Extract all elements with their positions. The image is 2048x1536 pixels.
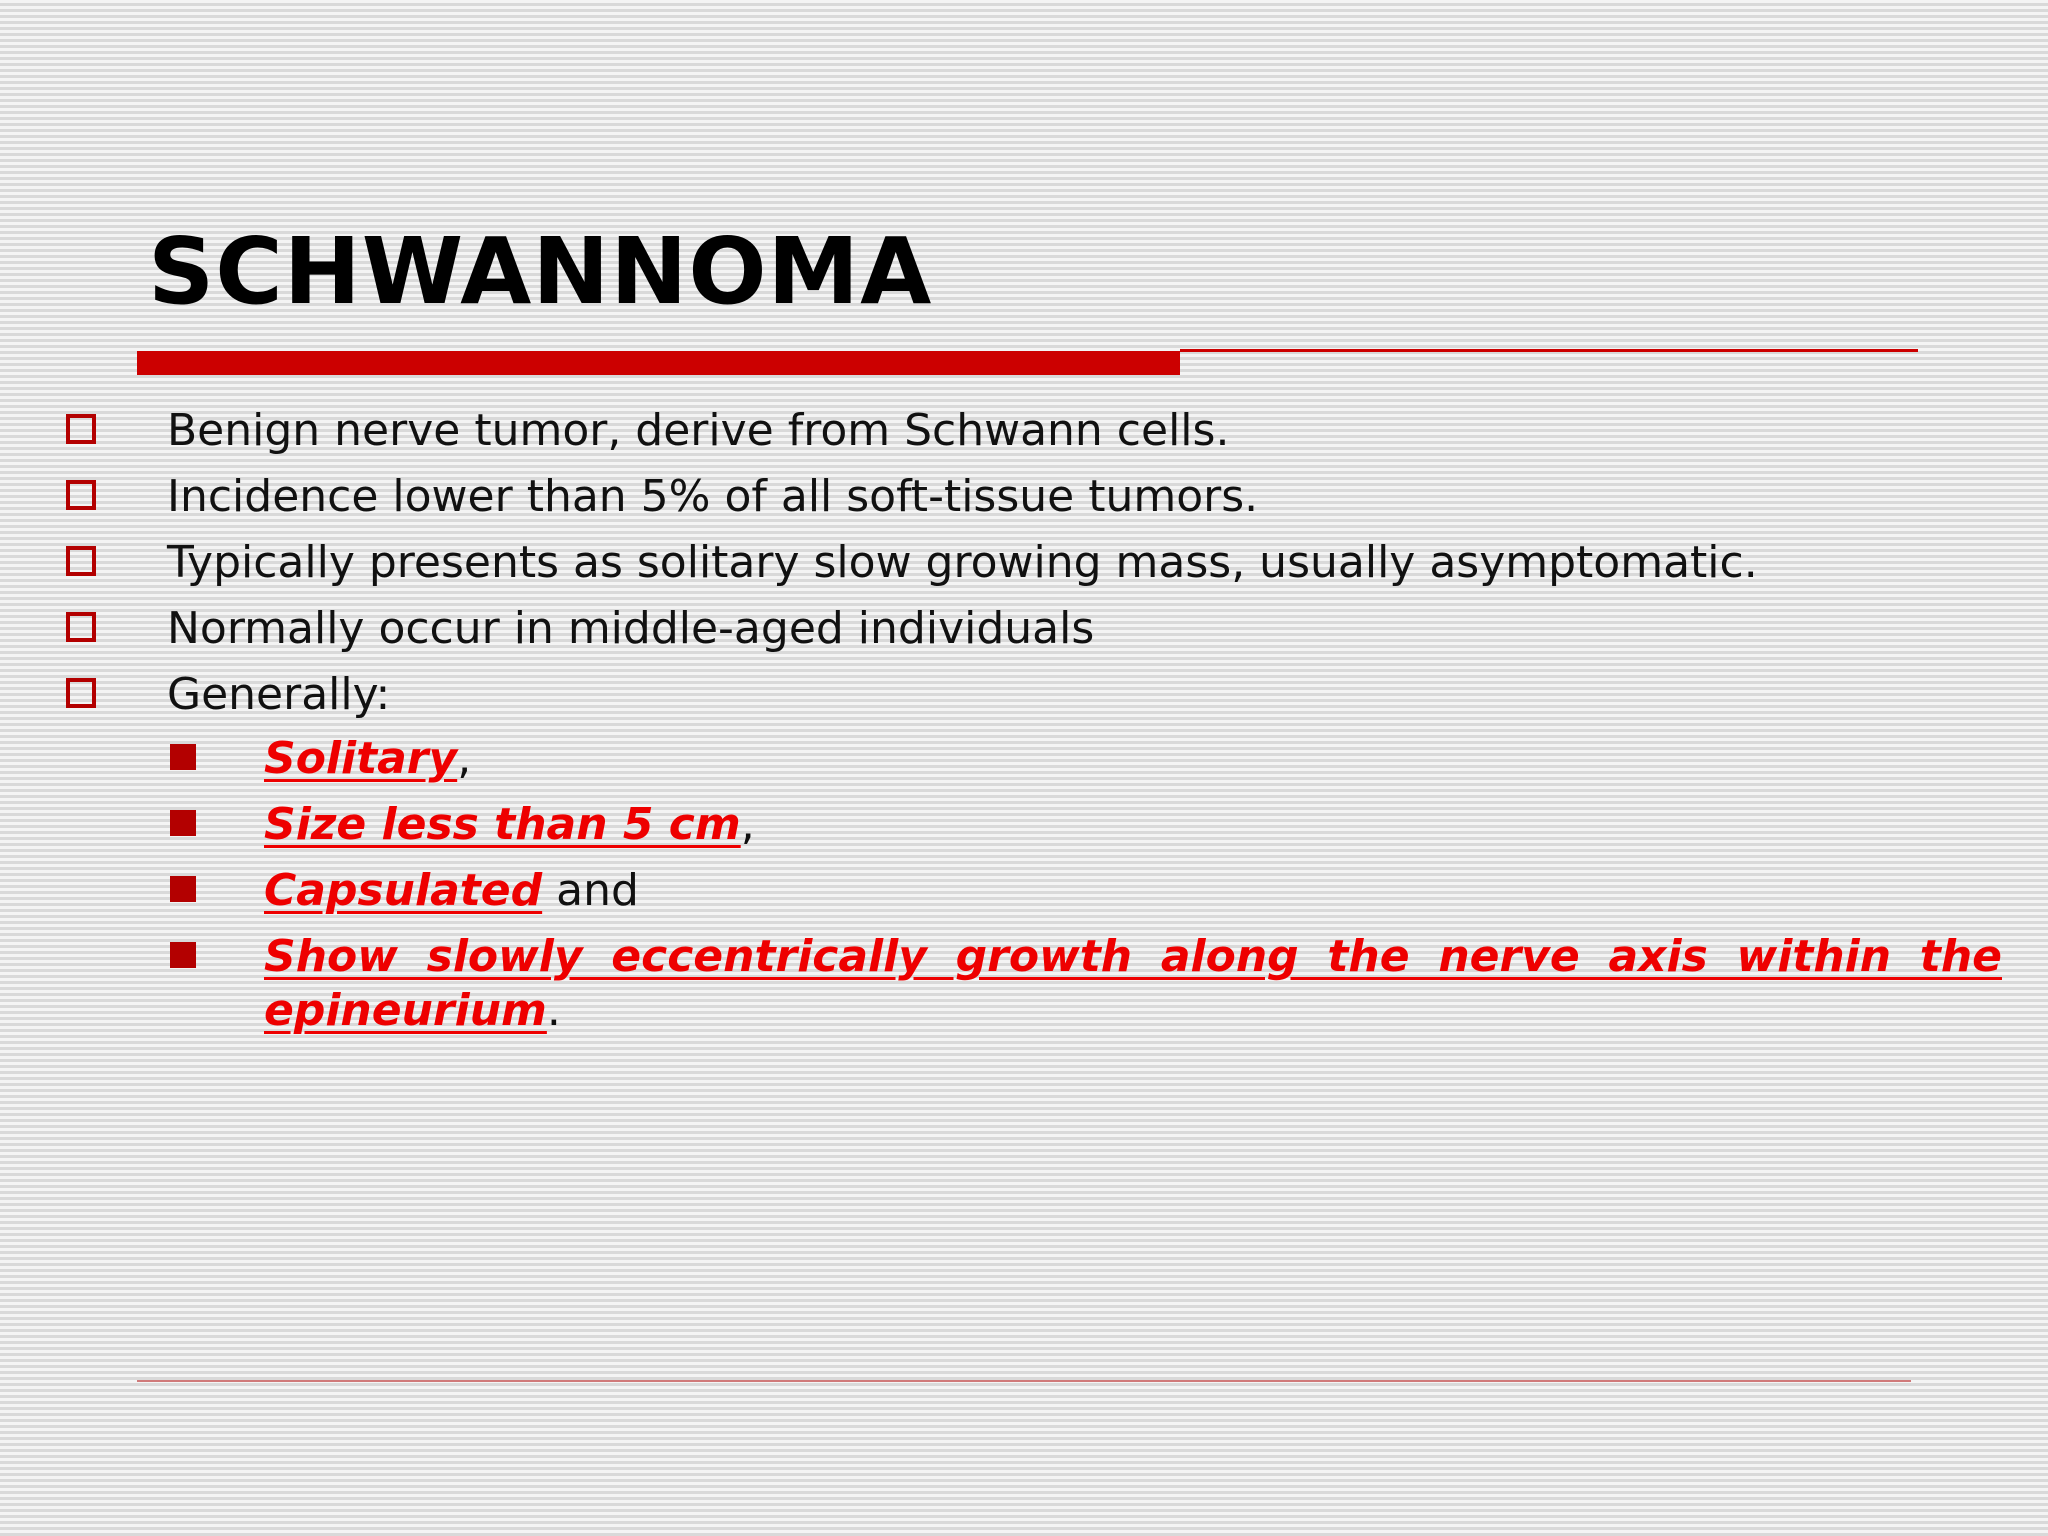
wrapped-line <box>264 930 2002 984</box>
suffix-text: , <box>457 733 472 784</box>
highlight-text: Show slowly eccentrically growth along the nerve axis within the <box>264 931 2002 982</box>
highlight-text: Capsulated <box>264 865 543 916</box>
filled-square-icon <box>170 744 196 770</box>
bullet-text: Generally: <box>167 669 391 720</box>
bullet-item <box>0 532 2048 598</box>
bullet-list <box>0 400 2048 730</box>
hollow-square-icon <box>66 414 96 444</box>
bullet-text: Benign nerve tumor, derive from Schwann cells. <box>167 405 1230 456</box>
bullet-item <box>0 400 2048 466</box>
hollow-square-icon <box>66 612 96 642</box>
sub-bullet-text <box>264 860 639 922</box>
footer-divider <box>137 1380 1911 1382</box>
bullet-item <box>0 466 2048 532</box>
filled-square-icon <box>170 810 196 836</box>
suffix-text: and <box>542 865 639 916</box>
suffix-text: , <box>740 799 755 850</box>
bullet-text: Incidence lower than 5% of all soft-tissue tumors. <box>167 471 1259 522</box>
highlight-text: Size less than 5 cm <box>264 799 741 850</box>
highlight-text: epineurium <box>264 985 547 1036</box>
sub-bullet-text <box>264 930 2002 1038</box>
sub-bullet-text <box>264 728 471 790</box>
bullet-item <box>0 664 2048 730</box>
sub-bullet-item <box>0 728 2048 794</box>
sub-bullet-item <box>0 926 2048 1046</box>
bullet-item <box>0 598 2048 664</box>
sub-bullet-item <box>0 794 2048 860</box>
hollow-square-icon <box>66 546 96 576</box>
slide-title: SCHWANNOMA <box>148 218 933 325</box>
filled-square-icon <box>170 942 196 968</box>
bullet-text: Normally occur in middle-aged individuals <box>167 603 1095 654</box>
hollow-square-icon <box>66 678 96 708</box>
sub-bullet-item <box>0 860 2048 926</box>
sub-bullet-list <box>0 728 2048 1046</box>
filled-square-icon <box>170 876 196 902</box>
hollow-square-icon <box>66 480 96 510</box>
highlight-text: Solitary <box>264 733 458 784</box>
suffix-text: . <box>546 985 561 1036</box>
title-underline-thick <box>137 351 1180 375</box>
bullet-text: Typically presents as solitary slow growing mass, usually asymptomatic. <box>167 537 1758 588</box>
sub-bullet-text <box>264 794 755 856</box>
title-underline-thin <box>1180 349 1918 352</box>
